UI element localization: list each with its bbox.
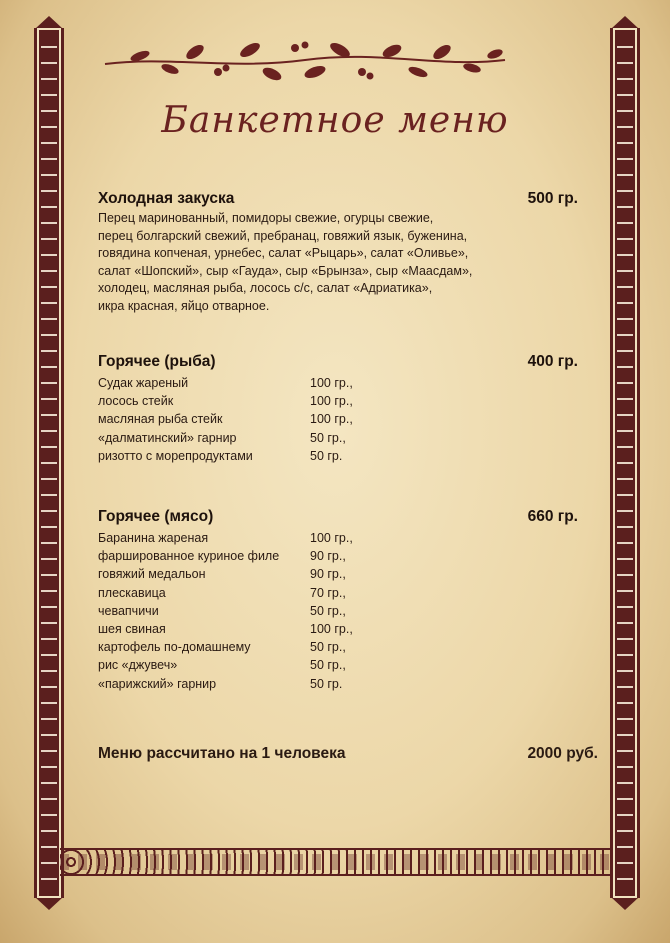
dish-item <box>98 638 598 656</box>
dish-name: чевапчичи <box>98 603 159 618</box>
dish-item <box>98 447 598 465</box>
dish-name: картофель по-домашнему <box>98 640 251 655</box>
oak-garland-icon <box>100 36 510 88</box>
section-weight: 400 гр. <box>527 353 578 370</box>
dish-list <box>98 529 598 693</box>
dish-list <box>98 374 598 465</box>
dish-name: говяжий медальон <box>98 567 206 582</box>
dish-weight: 50 гр., <box>310 640 346 655</box>
dish-name: плескавица <box>98 585 166 600</box>
dish-weight: 90 гр., <box>310 549 346 564</box>
dish-name: Баранина жареная <box>98 531 209 545</box>
dish-item <box>98 374 598 392</box>
dish-weight: 70 гр., <box>310 585 346 600</box>
dish-name: масляная рыба стейк <box>98 412 223 427</box>
dish-weight: 50 гр., <box>310 603 346 618</box>
section-title: Горячее (рыба) <box>98 353 216 370</box>
description-line: Перец маринованный, помидоры свежие, огурцы свежие, <box>98 211 434 225</box>
dish-weight: 100 гр., <box>310 394 353 409</box>
dish-item <box>98 656 598 674</box>
dish-weight: 100 гр., <box>310 531 353 545</box>
dish-name: «далматинский» гарнир <box>98 430 237 445</box>
dish-item <box>98 529 598 547</box>
dish-item <box>98 410 598 428</box>
dish-item <box>98 584 598 602</box>
section-hot-meat <box>98 508 598 693</box>
description-line: салат «Шопский», сыр «Гауда», сыр «Брынза», сыр «Маасдам», <box>98 263 473 278</box>
dish-weight: 100 гр., <box>310 376 353 390</box>
ornament-border-left <box>34 28 64 898</box>
section-description <box>98 210 598 316</box>
description-line: говядина копченая, урнебес, салат «Рыцарь», салат «Оливье», <box>98 246 469 261</box>
dish-item <box>98 547 598 565</box>
dish-item <box>98 602 598 620</box>
per-person-note: Меню рассчитано на 1 человека <box>98 745 346 762</box>
section-weight: 660 гр. <box>527 508 578 525</box>
section-weight: 500 гр. <box>527 190 578 207</box>
description-line: икра красная, яйцо отварное. <box>98 298 270 313</box>
section-title: Горячее (мясо) <box>98 508 214 525</box>
dish-name: рис «джувеч» <box>98 658 178 673</box>
description-line: холодец, масляная рыба, лосось с/с, салат «Адриатика», <box>98 281 433 296</box>
dish-name: «парижский» гарнир <box>98 676 217 691</box>
dish-item <box>98 675 598 693</box>
dish-item <box>98 392 598 410</box>
dish-weight: 90 гр., <box>310 567 346 582</box>
section-hot-fish <box>98 353 598 465</box>
dish-weight: 50 гр., <box>310 430 346 445</box>
ornament-border-right <box>610 28 640 898</box>
dish-item <box>98 620 598 638</box>
dish-item <box>98 429 598 447</box>
dish-name: Судак жареный <box>98 376 189 390</box>
dish-weight: 100 гр., <box>310 412 353 427</box>
dish-name: шея свиная <box>98 622 166 637</box>
dish-weight: 50 гр., <box>310 658 346 673</box>
total-price: 2000 руб. <box>527 745 598 762</box>
menu-footer <box>98 745 598 763</box>
dish-weight: 50 гр. <box>310 676 343 691</box>
dish-name: лосось стейк <box>98 394 174 409</box>
dish-weight: 50 гр. <box>310 448 343 463</box>
dish-item <box>98 565 598 583</box>
section-cold <box>98 190 598 316</box>
section-header <box>98 190 598 208</box>
dish-name: фаршированное куриное филе <box>98 549 280 564</box>
dish-weight: 100 гр., <box>310 622 353 637</box>
menu-title: Банкетное меню <box>161 100 509 141</box>
section-header <box>98 353 598 371</box>
section-header <box>98 508 598 526</box>
section-title: Холодная закуска <box>98 190 235 207</box>
description-line: перец болгарский свежий, пребранац, говяжий язык, буженина, <box>98 228 468 243</box>
dish-name: ризотто с морепродуктами <box>98 448 253 463</box>
ornament-border-bottom <box>60 848 610 876</box>
